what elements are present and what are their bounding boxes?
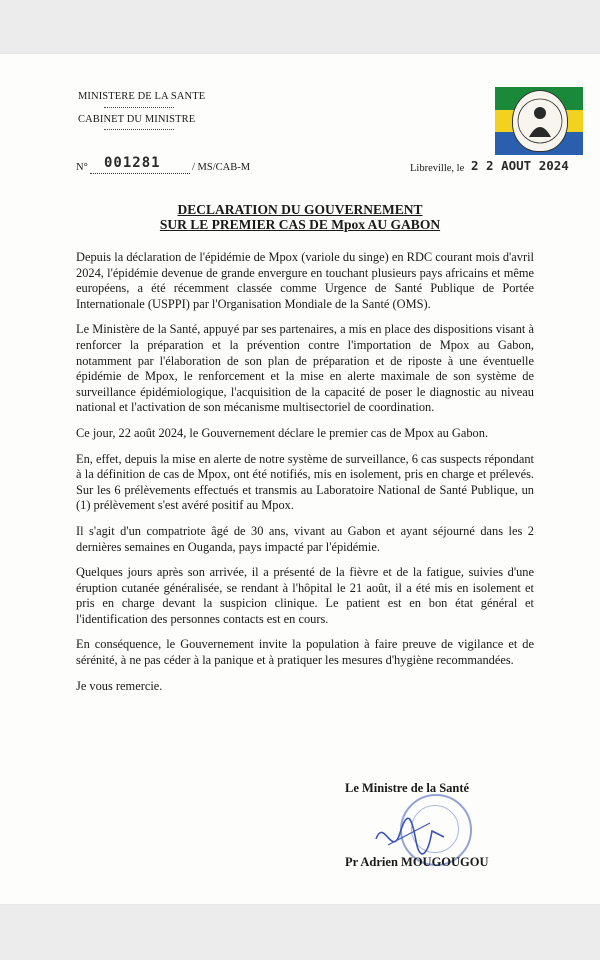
paragraph: En conséquence, le Gouvernement invite la population à faire preuve de vigilance et de sérénité, à ne pas céder à la panique et à pratiquer les mesures d'hygiène recommandées. bbox=[76, 637, 534, 668]
divider bbox=[104, 129, 174, 130]
national-emblem-icon bbox=[512, 90, 568, 152]
signatory-title: Le Ministre de la Santé bbox=[345, 781, 470, 795]
document-title bbox=[0, 202, 600, 232]
number-underline bbox=[90, 155, 190, 174]
title-line-2: SUR LE PREMIER CAS DE Mpox AU GABON bbox=[159, 217, 441, 232]
reference-number: 001281 bbox=[104, 155, 161, 171]
paragraph: Le Ministère de la Santé, appuyé par ses partenaires, a mis en place des dispositions visant à renforcer la préparation et la prévention contre l'importation de Mpox au Gabon, notamment par l'élaboration de son plan de préparation et de riposte à une éventuelle épidémie de Mpox, le renforcement et la mise en alerte maximale de son système de surveillance épidémiologique, l'acquisition de la capacité de poser le diagnostic au niveau national et l'activation de son mécanisme multisectoriel de coordination. bbox=[76, 322, 534, 415]
paragraph: Je vous remercie. bbox=[76, 678, 163, 693]
place-label: Libreville, le bbox=[410, 163, 465, 174]
number-label: N° bbox=[76, 162, 88, 173]
paragraph: En, effet, depuis la mise en alerte de notre système de surveillance, 6 cas suspects répondant à la définition de cas de Mpox, ont été notifiés, mis en isolement, pris en charge et prélevés. Sur les 6 prélèvements effectués et transmis au Laboratoire National de Santé Publique, un (1) prélèvement s'est avéré positif au Mpox. bbox=[76, 451, 534, 513]
national-emblem-logo bbox=[495, 87, 583, 155]
date-stamp: 2 2 AOUT 2024 bbox=[471, 158, 569, 173]
ministry-name: MINISTERE DE LA SANTE bbox=[78, 91, 206, 102]
reference-line bbox=[76, 154, 586, 178]
cabinet-name: CABINET DU MINISTRE bbox=[78, 113, 196, 125]
signatory-name: Pr Adrien MOUGOUGOU bbox=[345, 855, 489, 869]
title-line-1: DECLARATION DU GOUVERNEMENT bbox=[177, 202, 423, 217]
paragraph: Ce jour, 22 août 2024, le Gouvernement déclare le premier cas de Mpox au Gabon. bbox=[76, 425, 489, 440]
paragraph: Quelques jours après son arrivée, il a présenté de la fièvre et de la fatigue, suivies d'une éruption cutanée généralisée, se rendant à l'hôpital le 21 août, il a été mis en isolement et pris en charge devant la suspicion clinique. Le patient est en bon état général et l'identification des personnes contacts est en cours. bbox=[76, 565, 534, 626]
reference-code: / MS/CAB-M bbox=[192, 162, 251, 173]
paragraph: Il s'agit d'un compatriote âgé de 30 ans, vivant au Gabon et ayant séjourné dans les 2 dernières semaines en Ouganda, pays impacté par l'épidémie. bbox=[76, 523, 534, 554]
letterhead bbox=[78, 92, 205, 137]
document-body bbox=[76, 250, 534, 704]
paragraph: Depuis la déclaration de l'épidémie de Mpox (variole du singe) en RDC courant mois d'avril 2024, l'épidémie devenue de grande envergure en touchant plusieurs pays africains et même européens, a été récemment classée comme Urgence de Santé Publique de Portée Internationale (USPPI) par l'Organisation Mondiale de la Santé (OMS). bbox=[76, 250, 534, 311]
divider bbox=[104, 107, 174, 108]
document-page bbox=[0, 54, 600, 904]
